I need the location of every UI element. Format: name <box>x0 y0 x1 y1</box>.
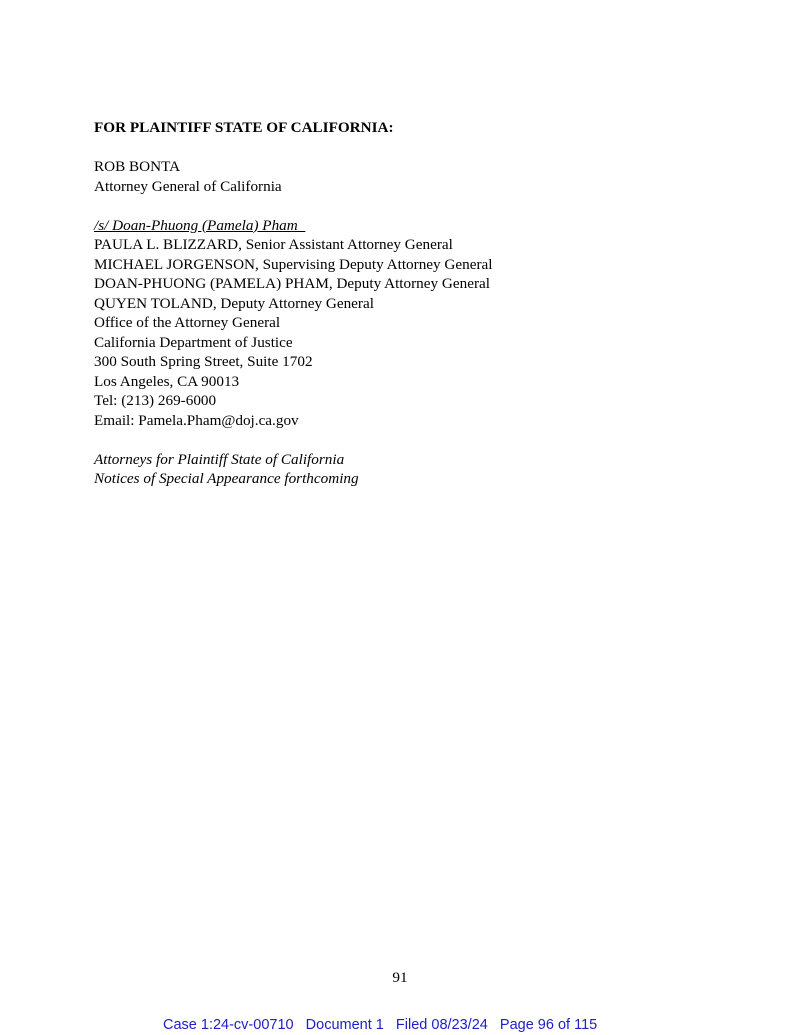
case-footer: Case 1:24-cv-00710 Document 1 Filed 08/23/24 Page 96 of 115 <box>163 1017 598 1033</box>
counsel-line: MICHAEL JORGENSON, Supervising Deputy Attorney General <box>94 255 493 273</box>
signature-section <box>94 118 714 489</box>
attorney-general-title: Attorney General of California <box>94 177 282 195</box>
counsel-line: DOAN-PHUONG (PAMELA) PHAM, Deputy Attorney General <box>94 275 490 292</box>
plaintiff-heading: FOR PLAINTIFF STATE OF CALIFORNIA: <box>94 119 394 136</box>
email: Email: Pamela.Pham@doj.ca.gov <box>94 411 299 429</box>
spacer <box>94 196 714 216</box>
street-address: 300 South Spring Street, Suite 1702 <box>94 353 313 370</box>
signature-line <box>94 216 714 236</box>
office-line: Office of the Attorney General <box>94 314 281 331</box>
attorneys-for-line: Attorneys for Plaintiff State of California <box>94 450 345 468</box>
telephone: Tel: (213) 269-6000 <box>94 392 217 409</box>
city-state-zip: Los Angeles, CA 90013 <box>94 372 240 390</box>
counsel-line: PAULA L. BLIZZARD, Senior Assistant Attorney General <box>94 236 453 253</box>
spacer <box>94 430 714 450</box>
special-appearance-note: Notices of Special Appearance forthcoming <box>94 470 359 487</box>
electronic-signature: /s/ Doan-Phuong (Pamela) Pham <box>94 216 306 234</box>
department-line: California Department of Justice <box>94 333 293 351</box>
spacer <box>94 138 714 158</box>
attorney-general-name: ROB BONTA <box>94 158 181 175</box>
counsel-line: QUYEN TOLAND, Deputy Attorney General <box>94 294 374 312</box>
page-number: 91 <box>392 969 408 986</box>
